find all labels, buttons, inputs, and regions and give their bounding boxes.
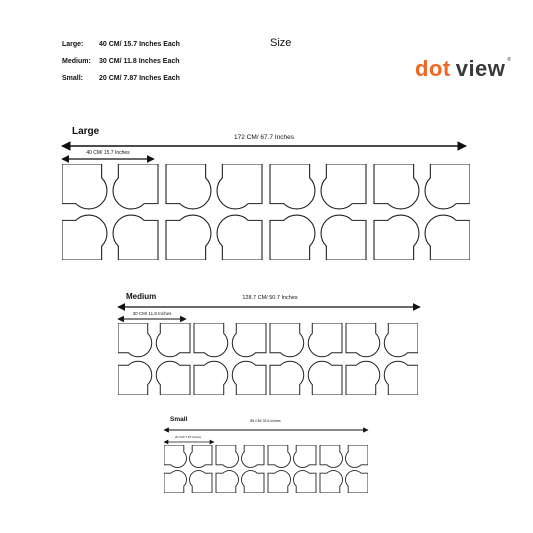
tile-piece xyxy=(346,361,380,395)
spec-large-label: Large: xyxy=(62,41,84,48)
medium-each-label: 30 CM/ 11.8 Inches xyxy=(132,311,172,316)
large-title: Large xyxy=(72,126,100,137)
tile-piece xyxy=(346,445,368,467)
tile-piece xyxy=(294,471,316,493)
tile-piece xyxy=(166,215,211,260)
tile-panel xyxy=(268,445,316,493)
tile-piece xyxy=(217,164,262,209)
tile-panel xyxy=(346,323,418,395)
tile-piece xyxy=(216,445,238,467)
logo-view: view xyxy=(455,56,506,81)
tile-piece xyxy=(321,164,366,209)
tile-piece xyxy=(62,215,107,260)
tile-piece xyxy=(232,361,266,395)
logo-registered-mark: ® xyxy=(507,57,512,63)
tile-piece xyxy=(308,361,342,395)
tile-piece xyxy=(374,164,419,209)
tile-piece xyxy=(164,445,186,467)
spec-large-value: 40 CM/ 15.7 Inches Each xyxy=(99,41,180,48)
tile-piece xyxy=(242,445,264,467)
spec-medium-value: 30 CM/ 11.8 Inches Each xyxy=(99,58,180,65)
tile-piece xyxy=(321,215,366,260)
logo-dot: dot xyxy=(415,56,451,81)
tile-piece xyxy=(270,361,304,395)
tile-piece xyxy=(270,323,304,357)
large-tile-row xyxy=(62,164,470,260)
tile-piece xyxy=(270,164,315,209)
small-tile-row xyxy=(164,445,368,493)
tile-piece xyxy=(425,215,470,260)
tile-piece xyxy=(232,323,266,357)
tile-piece xyxy=(216,471,238,493)
tile-piece xyxy=(194,323,228,357)
tile-piece xyxy=(113,164,158,209)
tile-piece xyxy=(118,323,152,357)
tile-piece xyxy=(268,445,290,467)
spec-small-value: 20 CM/ 7.87 Inches Each xyxy=(99,75,180,82)
tile-panel xyxy=(216,445,264,493)
tile-piece xyxy=(190,471,212,493)
large-each-label: 40 CM/ 15.7 Inches xyxy=(86,150,130,156)
tile-panel xyxy=(164,445,212,493)
tile-piece xyxy=(118,361,152,395)
tile-panel xyxy=(194,323,266,395)
tile-piece xyxy=(308,323,342,357)
tile-panel xyxy=(166,164,262,260)
tile-panel xyxy=(320,445,368,493)
page-title: Size xyxy=(270,37,292,49)
tile-piece xyxy=(294,445,316,467)
tile-piece xyxy=(194,361,228,395)
tile-piece xyxy=(384,361,418,395)
spec-medium-label: Medium: xyxy=(62,58,91,65)
tile-panel xyxy=(374,164,470,260)
tile-piece xyxy=(268,471,290,493)
tile-piece xyxy=(320,471,342,493)
tile-piece xyxy=(156,361,190,395)
medium-title: Medium xyxy=(126,292,157,301)
tile-panel xyxy=(118,323,190,395)
tile-panel xyxy=(270,164,366,260)
tile-panel xyxy=(270,323,342,395)
small-total-label: 85 CM/ 33.5 Inches xyxy=(250,419,281,423)
tile-piece xyxy=(113,215,158,260)
spec-small-label: Small: xyxy=(62,75,84,82)
large-total-label: 172 CM/ 67.7 Inches xyxy=(234,134,294,141)
small-each-label: 20 CM/ 7.87 Inches xyxy=(174,435,201,439)
tile-piece xyxy=(166,164,211,209)
tile-piece xyxy=(242,471,264,493)
tile-piece xyxy=(320,445,342,467)
tile-piece xyxy=(346,323,380,357)
tile-piece xyxy=(62,164,107,209)
tile-piece xyxy=(156,323,190,357)
tile-piece xyxy=(346,471,368,493)
tile-piece xyxy=(164,471,186,493)
medium-tile-row xyxy=(118,323,418,395)
tile-piece xyxy=(425,164,470,209)
tile-piece xyxy=(270,215,315,260)
tile-panel xyxy=(62,164,158,260)
small-title: Small xyxy=(170,416,188,423)
tile-piece xyxy=(190,445,212,467)
tile-piece xyxy=(217,215,262,260)
tile-piece xyxy=(384,323,418,357)
medium-total-label: 128.7 CM/ 50.7 Inches xyxy=(242,295,298,301)
tile-piece xyxy=(374,215,419,260)
